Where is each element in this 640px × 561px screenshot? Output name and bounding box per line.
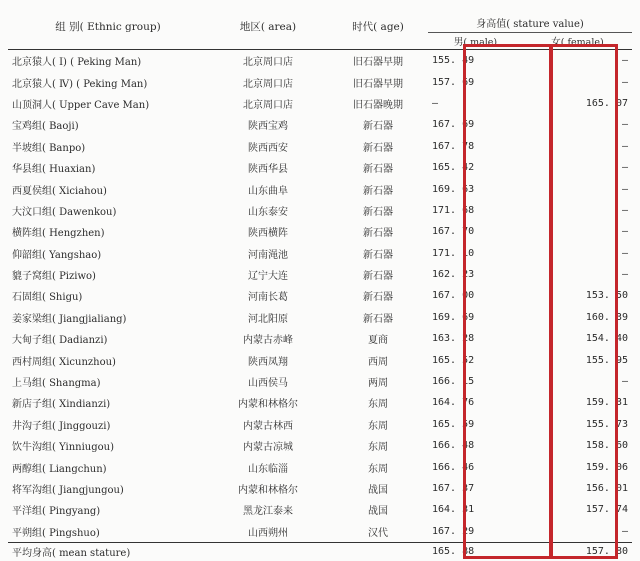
cell-age: 西周	[368, 356, 388, 368]
table-row	[8, 307, 632, 328]
cell-male: 164. 76	[432, 397, 475, 409]
cell-group: 山顶洞人( Upper Cave Man)	[12, 99, 150, 111]
cell-male: 171. 68	[432, 204, 475, 216]
table-row	[8, 371, 632, 392]
cell-area: 河南长葛	[248, 292, 288, 304]
stature-table	[8, 4, 632, 561]
cell-female: —	[621, 55, 629, 67]
cell-age: 旧石器早期	[353, 78, 403, 90]
cell-male: 169. 69	[432, 311, 475, 323]
table-row	[8, 178, 632, 199]
cell-female: —	[621, 162, 629, 174]
cell-male: 167. 00	[432, 290, 475, 302]
table-row	[8, 200, 632, 221]
cell-age: 战国	[368, 506, 388, 518]
cell-female: 158. 60	[585, 440, 629, 452]
mean-area	[208, 542, 328, 561]
cell-group: 两醇组( Liangchun)	[12, 463, 107, 475]
cell-age: 旧石器晚期	[353, 99, 403, 111]
table-row	[8, 456, 632, 477]
table-row	[8, 478, 632, 499]
header-stature: 身高值( stature value)	[428, 4, 632, 33]
cell-age: 新石器	[363, 249, 393, 261]
cell-area: 内蒙和林格尔	[238, 399, 298, 411]
mean-label: 平均身高( mean stature)	[8, 542, 208, 561]
cell-female: —	[621, 204, 629, 216]
table-row	[8, 285, 632, 306]
cell-group: 貔子窝组( Piziwo)	[12, 271, 96, 283]
table-row	[8, 521, 632, 543]
cell-female: 157. 74	[585, 504, 629, 516]
header-female: 女( female)	[523, 33, 632, 50]
cell-area: 内蒙古凉城	[243, 442, 293, 454]
cell-age: 夏商	[368, 335, 388, 347]
cell-area: 河北阳原	[248, 313, 288, 325]
cell-male: 167. 70	[432, 226, 475, 238]
cell-group: 新店子组( Xindianzi)	[12, 399, 111, 411]
mean-row	[8, 542, 632, 561]
cell-female: 159. 06	[585, 461, 629, 473]
cell-age: 汉代	[368, 527, 388, 539]
cell-group: 仰韶组( Yangshao)	[12, 249, 102, 261]
table-row	[8, 414, 632, 435]
cell-female: 159. 31	[585, 397, 629, 409]
cell-group: 大甸子组( Dadianzi)	[12, 335, 108, 347]
cell-area: 内蒙古林西	[243, 420, 293, 432]
table-row	[8, 392, 632, 413]
cell-female: 153. 50	[585, 290, 629, 302]
cell-female: —	[621, 226, 629, 238]
cell-female: —	[621, 140, 629, 152]
cell-group: 北京猿人( Ⅳ) ( Peking Man)	[12, 78, 148, 90]
cell-male: 163. 28	[432, 333, 475, 345]
cell-female: —	[621, 119, 629, 131]
cell-male: 166. 46	[432, 461, 475, 473]
table-row	[8, 499, 632, 520]
cell-female: 160. 39	[585, 311, 629, 323]
cell-group: 平洋组( Pingyang)	[12, 506, 101, 518]
cell-age: 新石器	[363, 142, 393, 154]
cell-male: 165. 59	[432, 418, 475, 430]
mean-female-value: 157. 80	[523, 542, 632, 561]
cell-group: 大汶口组( Dawenkou)	[12, 206, 117, 218]
cell-group: 饮牛沟组( Yinniugou)	[12, 442, 114, 454]
cell-group: 平朔组( Pingshuo)	[12, 527, 100, 539]
cell-male: 157. 69	[432, 76, 475, 88]
cell-group: 石固组( Shigu)	[12, 292, 83, 304]
cell-group: 宝鸡组( Baoji)	[12, 121, 79, 133]
cell-age: 新石器	[363, 292, 393, 304]
cell-male: 167. 37	[432, 483, 475, 494]
cell-age: 新石器	[363, 206, 393, 218]
cell-area: 内蒙古赤峰	[243, 335, 293, 347]
cell-area: 山西朔州	[248, 527, 288, 539]
cell-group: 将军沟组( Jiangjungou)	[12, 485, 124, 496]
cell-group: 北京猿人( Ⅰ) ( Peking Man)	[12, 57, 142, 69]
header-group: 组 别( Ethnic group)	[8, 4, 208, 50]
cell-area: 陕西宝鸡	[248, 121, 288, 133]
cell-female: 154. 40	[585, 333, 629, 345]
cell-male: 165. 52	[432, 354, 475, 366]
cell-female: —	[621, 376, 629, 388]
table-row	[8, 349, 632, 370]
cell-area: 辽宁大连	[248, 271, 288, 283]
table-row	[8, 243, 632, 264]
cell-area: 北京周口店	[243, 99, 293, 111]
cell-group: 井沟子组( Jinggouzi)	[12, 420, 111, 432]
cell-male: 167. 78	[432, 140, 475, 152]
cell-male: —	[432, 97, 439, 109]
cell-area: 北京周口店	[243, 57, 293, 69]
cell-female: —	[621, 76, 629, 88]
cell-male: 165. 42	[432, 162, 475, 174]
table-row	[8, 136, 632, 157]
cell-area: 陕西凤翔	[248, 356, 288, 368]
cell-group: 横阵组( Hengzhen)	[12, 228, 105, 240]
cell-area: 山西侯马	[248, 378, 288, 390]
cell-area: 山东泰安	[248, 206, 288, 218]
cell-age: 新石器	[363, 313, 393, 325]
cell-group: 西村周组( Xicunzhou)	[12, 356, 116, 368]
cell-male: 167. 69	[432, 119, 475, 131]
cell-area: 陕西华县	[248, 164, 288, 176]
cell-group: 姜家梁组( Jiangjialiang)	[12, 313, 127, 325]
cell-age: 东周	[368, 420, 388, 432]
table-row	[8, 93, 632, 114]
cell-male: 162. 23	[432, 269, 475, 281]
cell-male: 166. 15	[432, 376, 475, 388]
mean-age	[328, 542, 428, 561]
mean-male-value: 165. 88	[428, 542, 523, 561]
cell-female: 165. 07	[585, 97, 629, 109]
table-body	[8, 50, 632, 543]
cell-age: 东周	[368, 463, 388, 475]
table-row	[8, 50, 632, 72]
cell-area: 内蒙和林格尔	[238, 485, 298, 496]
header-area: 地区( area)	[208, 4, 328, 50]
cell-age: 两周	[368, 378, 388, 390]
table-row	[8, 435, 632, 456]
cell-male: 171. 10	[432, 247, 475, 259]
cell-group: 上马组( Shangma)	[12, 378, 101, 390]
table-row	[8, 114, 632, 135]
cell-age: 新石器	[363, 121, 393, 133]
cell-male: 166. 48	[432, 440, 475, 452]
table-row	[8, 221, 632, 242]
cell-female: 155. 95	[585, 354, 629, 366]
cell-area: 陕西西安	[248, 142, 288, 154]
header-age: 时代( age)	[328, 4, 428, 50]
cell-female: 156. 01	[585, 483, 629, 494]
cell-area: 山东临淄	[248, 463, 288, 475]
table-row	[8, 157, 632, 178]
cell-male: 167. 29	[432, 525, 475, 537]
header-male: 男( male)	[428, 33, 523, 50]
cell-female: 155. 73	[585, 418, 629, 430]
cell-female: —	[621, 525, 629, 537]
cell-male: 164. 31	[432, 504, 475, 516]
table-row	[8, 328, 632, 349]
cell-area: 山东曲阜	[248, 185, 288, 197]
cell-age: 旧石器早期	[353, 57, 403, 69]
cell-male: 169. 63	[432, 183, 475, 195]
cell-male: 155. 49	[432, 55, 475, 67]
cell-age: 新石器	[363, 185, 393, 197]
cell-age: 东周	[368, 399, 388, 411]
cell-age: 新石器	[363, 228, 393, 240]
cell-area: 陕西横阵	[248, 228, 288, 240]
table-row	[8, 71, 632, 92]
cell-female: —	[621, 247, 629, 259]
cell-age: 东周	[368, 442, 388, 454]
cell-age: 新石器	[363, 164, 393, 176]
cell-female: —	[621, 183, 629, 195]
cell-age: 新石器	[363, 271, 393, 283]
cell-area: 黑龙江泰来	[243, 506, 293, 518]
cell-area: 北京周口店	[243, 78, 293, 90]
cell-area: 河南渑池	[248, 249, 288, 261]
cell-female: —	[621, 269, 629, 281]
cell-age: 战国	[368, 485, 388, 496]
table-row	[8, 264, 632, 285]
cell-group: 西夏侯组( Xiciahou)	[12, 185, 107, 197]
cell-group: 半坡组( Banpo)	[12, 142, 86, 154]
cell-group: 华县组( Huaxian)	[12, 164, 96, 176]
